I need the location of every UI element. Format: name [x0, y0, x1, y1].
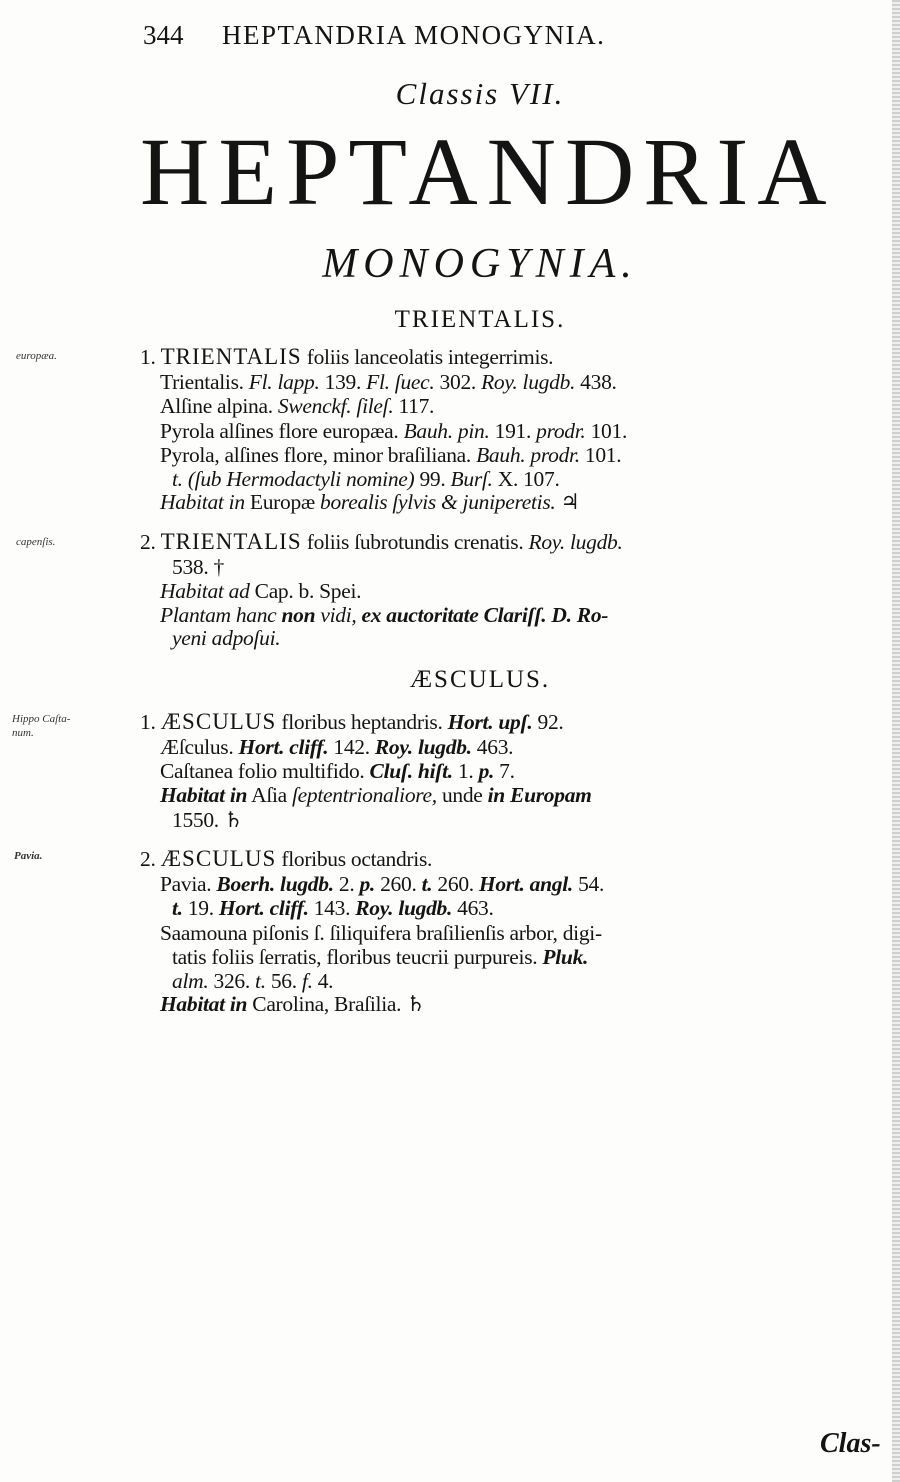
text-run: Pavia.: [160, 872, 217, 896]
entry-line: [140, 710, 563, 734]
entry-line: [160, 394, 434, 418]
margin-note: Pavia.: [14, 850, 43, 862]
text-run: t.: [255, 969, 266, 993]
entry-line: [172, 969, 333, 993]
text-run: 326.: [208, 969, 256, 993]
text-run: Hort. upſ.: [447, 710, 533, 734]
page-edge-shadow: [892, 0, 900, 1482]
text-run: foliis ſubrotundis crenatis.: [301, 530, 529, 554]
entry-line: [172, 896, 494, 920]
text-run: 463.: [452, 896, 494, 920]
text-run: 438.: [575, 370, 617, 394]
catchword: Clas-: [820, 1428, 881, 1459]
text-run: t. (ſub Hermodactyli nomine): [172, 467, 415, 491]
text-run: floribus heptandris.: [276, 710, 448, 734]
text-run: non: [281, 603, 316, 627]
text-run: X. 107.: [492, 467, 560, 491]
text-run: Carolina, Braſilia. ♄: [247, 992, 426, 1016]
entry-line: [160, 603, 608, 627]
entry-line: [140, 847, 432, 871]
text-run: Bauh. pin.: [403, 419, 490, 443]
text-run: floribus octandris.: [276, 847, 433, 871]
text-run: in Europam: [487, 783, 592, 807]
text-run: Habitat in: [160, 783, 248, 807]
entry-line: [160, 992, 425, 1016]
text-run: Habitat in: [160, 490, 245, 514]
text-run: Saamouna piſonis ſ. ſiliquifera braſilienſis arbor, digi-: [160, 921, 602, 945]
text-run: 260.: [375, 872, 422, 896]
entry-line: [160, 490, 580, 514]
margin-note: europæa.: [16, 350, 57, 362]
entry-line: [172, 808, 243, 832]
genus-heading-aesculus: ÆSCULUS.: [409, 666, 551, 693]
text-run: borealis ſylvis & juniperetis.: [320, 490, 556, 514]
text-run: Pyrola, alſines flore, minor braſiliana.: [160, 443, 477, 467]
text-run: 139.: [319, 370, 367, 394]
text-run: Roy. lugdb.: [355, 896, 453, 920]
entry-line: [140, 530, 623, 554]
text-run: 1550. ♄: [172, 808, 243, 832]
text-run: Cluſ. hiſt.: [369, 759, 453, 783]
entry-line: [172, 555, 224, 579]
entry-line: [160, 735, 513, 759]
page-title: HEPTANDRIA: [140, 118, 836, 225]
text-run: 1.: [452, 759, 479, 783]
entry-line: [172, 945, 588, 969]
text-run: yeni adpoſui.: [172, 626, 281, 650]
text-run: vidi,: [315, 603, 362, 627]
text-run: ſeptentrionaliore,: [291, 783, 437, 807]
text-run: 463.: [471, 735, 514, 759]
text-run: Bauh. prodr.: [476, 443, 580, 467]
text-run: ÆSCULUS: [160, 709, 277, 734]
text-run: 1.: [140, 710, 161, 734]
text-run: Alſine alpina.: [160, 394, 278, 418]
text-run: Trientalis.: [160, 370, 249, 394]
entry-line: [172, 467, 560, 491]
text-run: Fl. lapp.: [248, 370, 320, 394]
text-run: 7.: [494, 759, 515, 783]
text-run: Hort. angl.: [478, 872, 573, 896]
text-run: 101.: [579, 443, 622, 467]
entry-line: [160, 872, 604, 896]
text-run: Boerh. lugdb.: [216, 872, 334, 896]
entry-line: [172, 626, 280, 650]
text-run: 56.: [265, 969, 302, 993]
text-run: p.: [359, 872, 376, 896]
text-run: 4.: [312, 969, 334, 993]
text-run: 191.: [489, 419, 537, 443]
text-run: t.: [172, 896, 183, 920]
text-run: TRIENTALIS: [160, 344, 302, 369]
text-run: t.: [421, 872, 433, 896]
text-run: 101.: [585, 419, 628, 443]
text-run: Swenckf. ſileſ.: [277, 394, 394, 418]
text-run: Hort. cliff.: [218, 896, 309, 920]
margin-note: capenſis.: [16, 536, 56, 548]
text-run: 142.: [328, 735, 375, 759]
page-number: 344: [143, 20, 184, 50]
text-run: 260.: [432, 872, 479, 896]
text-run: 92.: [532, 710, 564, 734]
entry-line: [160, 370, 617, 394]
text-run: tatis foliis ſerratis, floribus teucrii purpureis.: [172, 945, 543, 969]
entry-line: [160, 783, 592, 807]
text-run: Europæ: [244, 490, 321, 514]
text-run: 302.: [434, 370, 482, 394]
text-run: Habitat in: [160, 992, 248, 1016]
text-run: 117.: [393, 394, 435, 418]
text-run: 54.: [573, 872, 605, 896]
text-run: Roy. lugdb.: [374, 735, 472, 759]
text-run: 2.: [140, 530, 161, 554]
entry-line: [160, 419, 627, 443]
text-run: 99.: [414, 467, 451, 491]
running-title: HEPTANDRIA MONOGYNIA.: [222, 20, 606, 50]
order-subtitle: MONOGYNIA.: [322, 241, 638, 287]
text-run: p.: [478, 759, 495, 783]
text-run: unde: [436, 783, 488, 807]
genus-heading-trientalis: TRIENTALIS.: [394, 306, 566, 333]
text-run: Plantam hanc: [160, 603, 282, 627]
text-run: Hort. cliff.: [238, 735, 329, 759]
margin-note: Hippo Caſta- num.: [12, 713, 71, 739]
text-run: 2.: [140, 847, 161, 871]
text-run: foliis lanceolatis integerrimis.: [301, 345, 554, 369]
text-run: ♃: [555, 490, 580, 514]
entry-line: [160, 921, 602, 945]
text-run: Burſ.: [450, 467, 493, 491]
text-run: Aſia: [247, 783, 292, 807]
text-run: Fl. ſuec.: [366, 370, 435, 394]
text-run: 19.: [182, 896, 219, 920]
text-run: 2.: [333, 872, 360, 896]
text-run: ÆSCULUS: [160, 846, 277, 871]
text-run: Roy. lugdb.: [528, 530, 623, 554]
text-run: prodr.: [536, 419, 586, 443]
entry-line: [140, 345, 553, 369]
text-run: f.: [301, 969, 313, 993]
text-run: Cap. b. Spei.: [249, 579, 362, 603]
text-run: alm.: [172, 969, 209, 993]
text-run: ex auctoritate Clariſſ. D. Ro-: [361, 603, 609, 627]
text-run: 143.: [308, 896, 356, 920]
text-run: Æſculus.: [160, 735, 239, 759]
class-heading: Classis VII.: [395, 76, 565, 111]
text-run: Roy. lugdb.: [481, 370, 576, 394]
text-run: Caſtanea folio multifido.: [160, 759, 370, 783]
text-run: Habitat ad: [160, 579, 250, 603]
text-run: 1.: [140, 345, 161, 369]
entry-line: [160, 579, 361, 603]
text-run: TRIENTALIS: [160, 529, 302, 554]
text-run: Pyrola alſines flore europæa.: [160, 419, 404, 443]
entry-line: [160, 443, 621, 467]
entry-line: [160, 759, 515, 783]
text-run: Pluk.: [542, 945, 589, 969]
text-run: 538. †: [172, 555, 224, 579]
